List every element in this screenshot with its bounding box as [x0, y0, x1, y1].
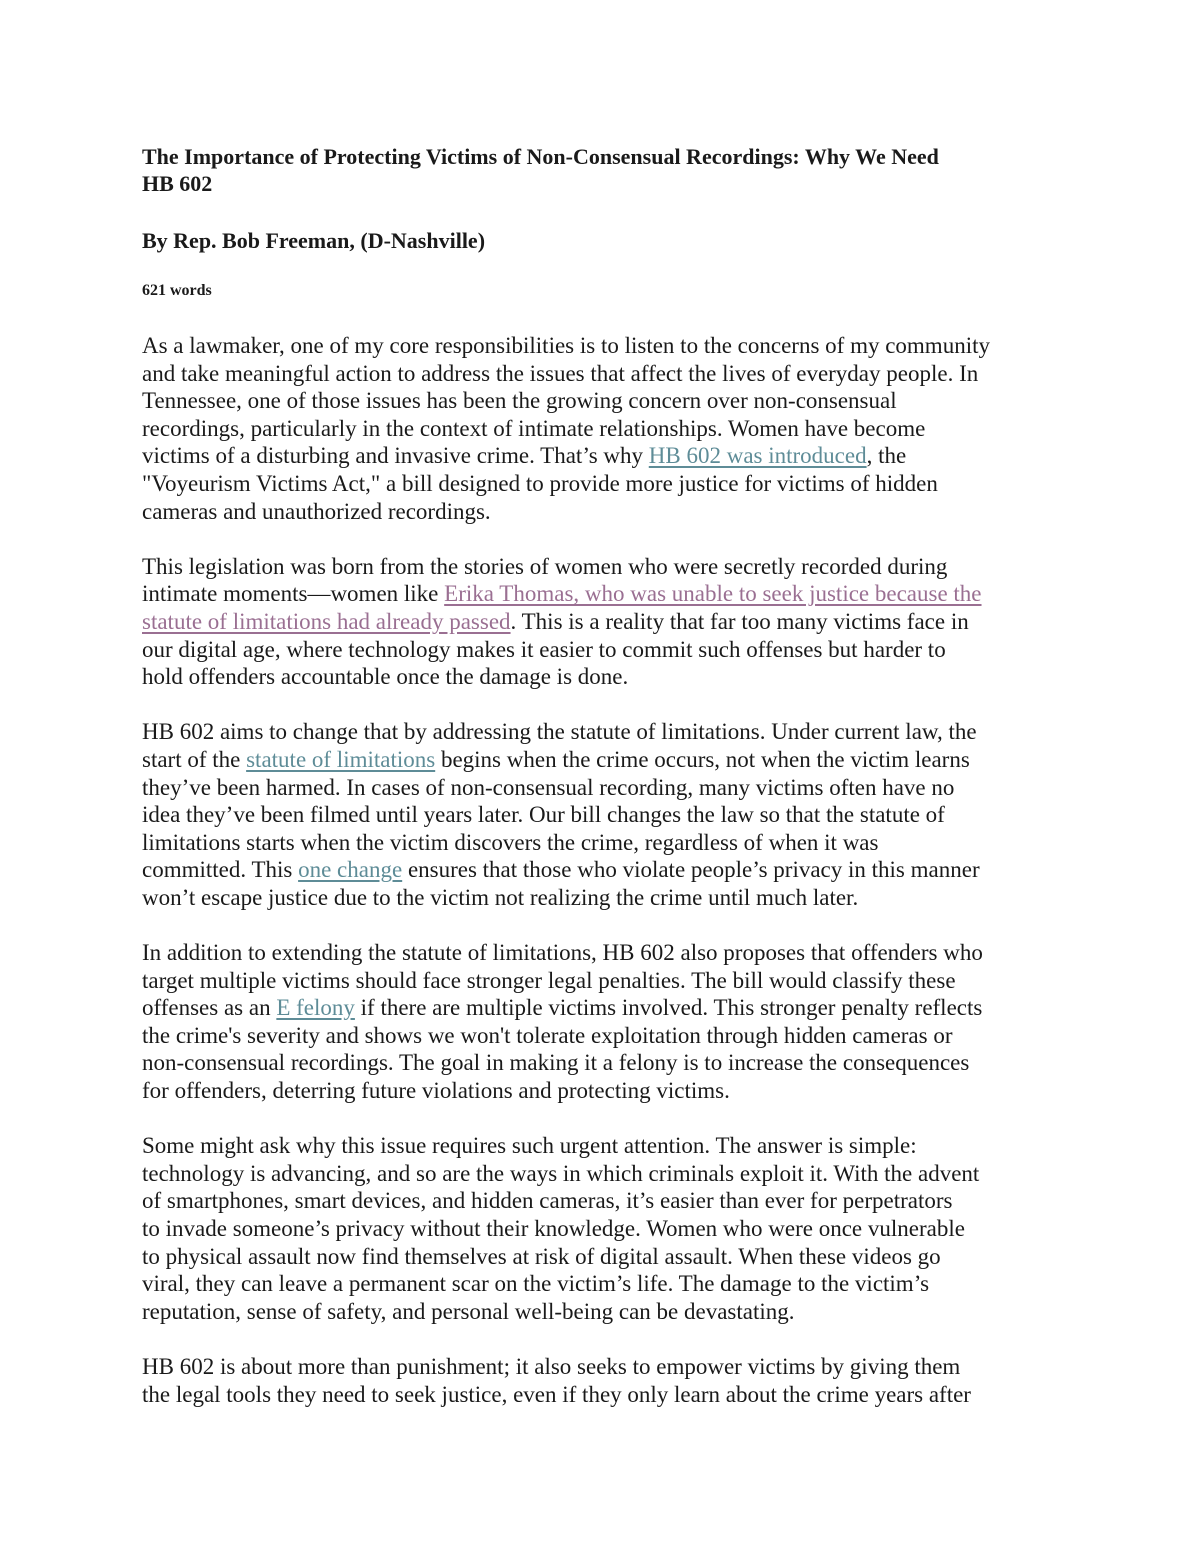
- paragraph: [142, 553, 1082, 691]
- text-line: [142, 884, 1082, 912]
- text-segment: for offenders, deterring future violations and protecting victims.: [142, 1078, 730, 1104]
- text-segment: recordings, particularly in the context of intimate relationships. Women have become: [142, 415, 926, 441]
- text-segment: offenses as an: [142, 995, 277, 1021]
- text-segment: limitations starts when the victim discovers the crime, regardless of when it was: [142, 829, 879, 855]
- text-line: [142, 1187, 1082, 1215]
- text-line: [142, 1215, 1082, 1243]
- text-line: [142, 387, 1082, 415]
- text-line: [142, 636, 1082, 664]
- text-line: [142, 967, 1082, 995]
- text-line: [142, 1022, 1082, 1050]
- text-line: [142, 1049, 1082, 1077]
- text-segment: non-consensual recordings. The goal in making it a felony is to increase the consequences: [142, 1050, 970, 1076]
- text-line: [142, 1077, 1082, 1105]
- text-segment: hold offenders accountable once the damage is done.: [142, 664, 629, 690]
- text-line: [142, 774, 1082, 802]
- text-segment: target multiple victims should face stronger legal penalties. The bill would classify these: [142, 967, 956, 993]
- hyperlink[interactable]: E felony: [276, 995, 355, 1021]
- hyperlink[interactable]: one change: [298, 857, 403, 883]
- text-segment: reputation, sense of safety, and personal well-being can be devastating.: [142, 1298, 795, 1324]
- text-line: [142, 856, 1082, 884]
- text-line: [142, 1243, 1082, 1271]
- text-line: [142, 1298, 1082, 1326]
- text-segment: In addition to extending the statute of limitations, HB 602 also proposes that offenders who: [142, 940, 983, 966]
- text-segment: the legal tools they need to seek justice, even if they only learn about the crime years after: [142, 1381, 971, 1407]
- text-segment: cameras and unauthorized recordings.: [142, 498, 491, 524]
- text-segment: if there are multiple victims involved. This stronger penalty reflects: [354, 995, 983, 1021]
- text-segment: and take meaningful action to address the issues that affect the lives of everyday people. In: [142, 360, 979, 386]
- text-line: [142, 1132, 1082, 1160]
- text-segment: won’t escape justice due to the victim not realizing the crime until much later.: [142, 884, 859, 910]
- hyperlink[interactable]: HB 602 was introduced: [648, 443, 867, 469]
- hyperlink[interactable]: statute of limitations had already passed: [142, 608, 511, 634]
- text-segment: begins when the crime occurs, not when the victim learns: [435, 746, 970, 772]
- text-line: [142, 470, 1082, 498]
- text-segment: Some might ask why this issue requires such urgent attention. The answer is simple:: [142, 1133, 917, 1159]
- text-line: [142, 415, 1082, 443]
- paragraph: [142, 1353, 1082, 1408]
- text-segment: , the: [866, 443, 907, 469]
- text-line: [142, 1160, 1082, 1188]
- text-line: [142, 332, 1082, 360]
- text-segment: the crime's severity and shows we won't tolerate exploitation through hidden cameras or: [142, 1022, 953, 1048]
- text-line: [142, 829, 1082, 857]
- text-segment: our digital age, where technology makes it easier to commit such offenses but harder to: [142, 636, 946, 662]
- text-segment: victims of a disturbing and invasive crime. That’s why: [142, 443, 649, 469]
- text-segment: to invade someone’s privacy without their knowledge. Women who were once vulnerable: [142, 1216, 965, 1241]
- title-line: The Importance of Protecting Victims of Non-Consensual Recordings: Why We Need: [142, 144, 939, 169]
- hyperlink[interactable]: statute of limitations: [246, 746, 436, 772]
- text-segment: they’ve been harmed. In cases of non-consensual recording, many victims often have no: [142, 774, 955, 800]
- title-line: HB 602: [142, 171, 213, 196]
- text-segment: of smartphones, smart devices, and hidden cameras, it’s easier than ever for perpetrators: [142, 1188, 953, 1214]
- article-body: [142, 332, 1082, 1408]
- text-line: [142, 994, 1082, 1022]
- text-segment: This legislation was born from the stories of women who were secretly recorded during: [142, 553, 948, 579]
- article-title: [142, 143, 1082, 197]
- text-segment: HB 602 is about more than punishment; it also seeks to empower victims by giving them: [142, 1353, 961, 1379]
- text-segment: . This is a reality that far too many victims face in: [510, 608, 969, 634]
- text-segment: As a lawmaker, one of my core responsibilities is to listen to the concerns of my community: [142, 333, 990, 358]
- text-segment: intimate moments—women like: [142, 581, 445, 607]
- text-segment: start of the: [142, 746, 247, 772]
- paragraph: [142, 718, 1082, 911]
- paragraph: [142, 332, 1082, 525]
- text-segment: technology is advancing, and so are the ways in which criminals exploit it. With the advent: [142, 1160, 980, 1186]
- text-line: [142, 939, 1082, 967]
- text-segment: "Voyeurism Victims Act," a bill designed to provide more justice for victims of hidden: [142, 470, 938, 496]
- text-segment: ensures that those who violate people’s privacy in this manner: [402, 857, 980, 883]
- text-line: [142, 442, 1082, 470]
- word-count: 621 words: [142, 282, 212, 299]
- text-line: [142, 580, 1082, 608]
- document-page: [142, 143, 1082, 1436]
- text-segment: to physical assault now find themselves at risk of digital assault. When these videos go: [142, 1243, 941, 1269]
- hyperlink[interactable]: Erika Thomas, who was unable to seek justice because the: [444, 581, 982, 607]
- text-line: [142, 801, 1082, 829]
- byline: By Rep. Bob Freeman, (D-Nashville): [142, 228, 486, 253]
- paragraph: [142, 939, 1082, 1105]
- text-line: [142, 553, 1082, 581]
- text-line: [142, 498, 1082, 526]
- text-segment: committed. This: [142, 857, 299, 883]
- text-segment: HB 602 aims to change that by addressing the statute of limitations. Under current law, the: [142, 719, 977, 745]
- text-segment: Tennessee, one of those issues has been the growing concern over non-consensual: [142, 388, 897, 414]
- text-line: [142, 1381, 1082, 1409]
- text-segment: idea they’ve been filmed until years later. Our bill changes the law so that the statute of: [142, 802, 945, 828]
- paragraph: [142, 1132, 1082, 1325]
- text-line: [142, 718, 1082, 746]
- text-line: [142, 663, 1082, 691]
- text-line: [142, 1270, 1082, 1298]
- text-segment: viral, they can leave a permanent scar on the victim’s life. The damage to the victim’s: [142, 1271, 930, 1297]
- text-line: [142, 608, 1082, 636]
- text-line: [142, 746, 1082, 774]
- text-line: [142, 360, 1082, 388]
- text-line: [142, 1353, 1082, 1381]
